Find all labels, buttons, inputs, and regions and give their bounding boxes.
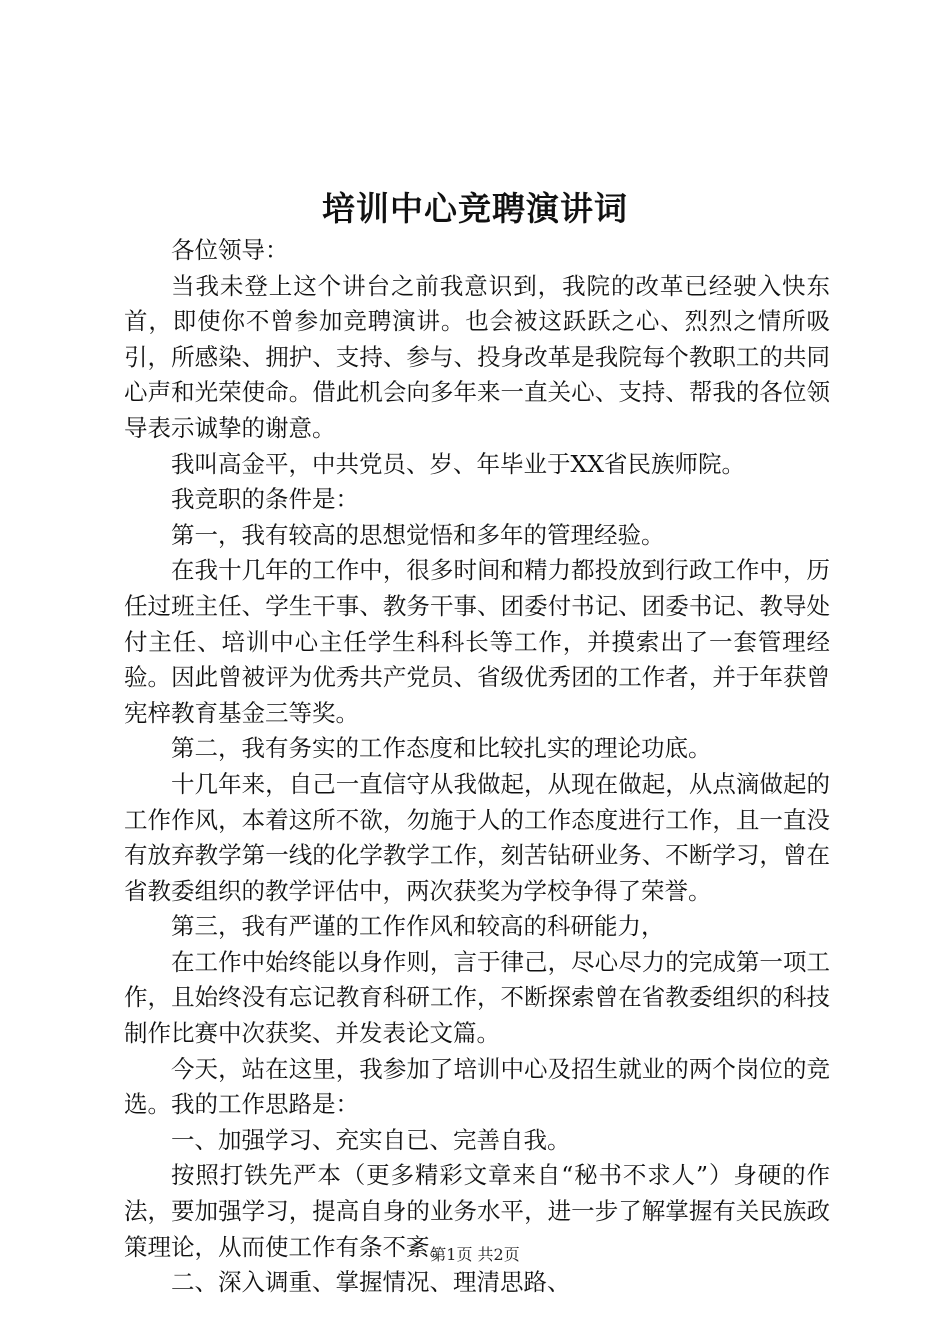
paragraph-idea-one-detail: 按照打铁先严本（更多精彩文章来自“秘书不求人”）身硬的作法，要加强学习，提高自身的业务水平，进一步了解掌握有关民族政策理论，从而使工作有条不紊。	[124, 1161, 830, 1261]
paragraph-intro: 当我未登上这个讲台之前我意识到，我院的改革已经驶入快东首，即使你不曾参加竞聘演讲。也会被这跃跃之心、烈烈之情所吸引，所感染、拥护、支持、参与、投身改革是我院每个教职工的共同心声和光荣使命。借此机会向多年来一直关心、支持、帮我的各位领导表示诚挚的谢意。	[124, 271, 830, 442]
page-footer: 第1页 共2页	[430, 1245, 520, 1264]
paragraph-condition-one-detail: 在我十几年的工作中，很多时间和精力都投放到行政工作中，历任过班主任、学生干事、教务干事、团委付书记、团委书记、教导处付主任、培训中心主任学生科科长等工作，并摸索出了一套管理经验。因此曾被评为优秀共产党员、省级优秀团的工作者，并于年获曾宪梓教育基金三等奖。	[124, 556, 830, 727]
paragraph-condition-two: 第二，我有务实的工作态度和比较扎实的理论功底。	[171, 734, 712, 763]
document-body	[124, 233, 830, 1301]
paragraph-condition-one: 第一，我有较高的思想觉悟和多年的管理经验。	[171, 520, 665, 549]
paragraph-condition-three-detail: 在工作中始终能以身作则，言于律己，尽心尽力的完成第一项工作，且始终没有忘记教育科研工作，不断探索曾在省教委组织的科技制作比赛中次获奖、并发表论文篇。	[124, 947, 830, 1048]
paragraph-conditions-heading: 我竞职的条件是：	[171, 485, 359, 514]
paragraph-condition-three: 第三，我有严谨的工作作风和较高的科研能力，	[171, 912, 665, 941]
paragraph-idea-one: 一、加强学习、充实自已、完善自我。	[171, 1125, 571, 1154]
paragraph-self-introduction: 我叫高金平，中共党员、岁、年毕业于XX省民族师院。	[171, 449, 745, 478]
paragraph-condition-two-detail: 十几年来，自己一直信守从我做起，从现在做起，从点滴做起的工作作风，本着这所不欲，勿施于人的工作态度进行工作，且一直没有放弃教学第一线的化学教学工作，刻苦钻研业务、不断学习，曾在省教委组织的教学评估中，两次获奖为学校争得了荣誉。	[124, 769, 830, 905]
paragraph-salutation: 各位领导：	[171, 236, 289, 264]
paragraph-work-ideas: 今天，站在这里，我参加了培训中心及招生就业的两个岗位的竞选。我的工作思路是：	[124, 1054, 830, 1119]
paragraph-idea-two: 二、深入调重、掌握情况、理清思路、	[171, 1268, 571, 1297]
document-title: 培训中心竞聘演讲词	[322, 189, 628, 228]
